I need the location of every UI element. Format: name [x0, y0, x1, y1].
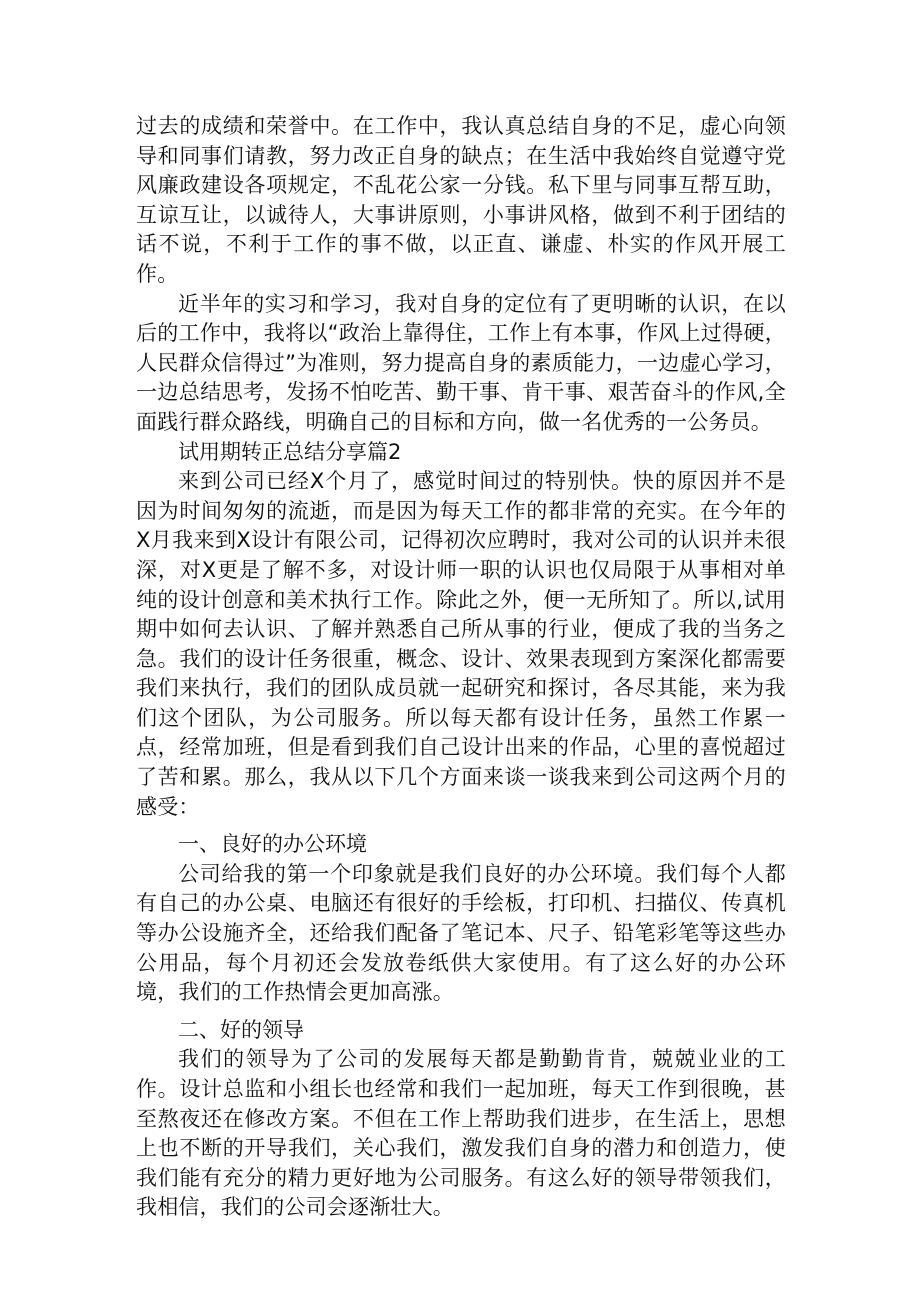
body-paragraph: 近半年的实习和学习，我对自身的定位有了更明晰的认识，在以后的工作中，我将以“政治上靠得住，工作上有本事，作风上过得硬，人民群众信得过”为准则，努力提高自身的素质能力，一边虚心学习，一边总结思考，发扬不怕吃苦、勤干事、肯干事、艰苦奋斗的作风,全面践行群众路线，明确自己的目标和方向，做一名优秀的一公务员。	[136, 291, 786, 434]
section-heading: 一、良好的办公环境	[178, 832, 367, 857]
body-paragraph: 过去的成绩和荣誉中。在工作中，我认真总结自身的不足，虚心向领导和同事们请教，努力改正自身的缺点；在生活中我始终自觉遵守党风廉政建设各项规定，不乱花公家一分钱。私下里与同事互帮互助，互谅互让，以诚待人，大事讲原则，小事讲风格，做到不利于团结的话不说，不利于工作的事不做，以正直、谦虚、朴实的作风开展工作。	[136, 114, 786, 286]
section-heading: 二、好的领导	[178, 1017, 304, 1042]
body-paragraph: 我们的领导为了公司的发展每天都是勤勤肯肯，兢兢业业的工作。设计总监和小组长也经常和我们一起加班，每天工作到很晚，甚至熬夜还在修改方案。不但在工作上帮助我们进步，在生活上，思想上也不断的开导我们，关心我们，激发我们自身的潜力和创造力，使我们能有充分的精力更好地为公司服务。有这么好的领导带领我们，我相信，我们的公司会逐渐壮大。	[136, 1047, 786, 1220]
spacer	[136, 1008, 786, 1016]
document-body	[136, 112, 786, 1223]
spacer	[136, 822, 786, 830]
body-paragraph: 公司给我的第一个印象就是我们良好的办公环境。我们每个人都有自己的办公桌、电脑还有很好的手绘板，打印机、扫描仪、传真机等办公设施齐全，还给我们配备了笔记本、尺子、铅笔彩笔等这些办公用品，每个月初还会发放卷纸供大家使用。有了这么好的办公环境，我们的工作热情会更加高涨。	[136, 861, 786, 1005]
body-paragraph: 来到公司已经X个月了，感觉时间过的特别快。快的原因并不是因为时间匆匆的流逝，而是因为每天工作的都非常的充实。在今年的X月我来到X设计有限公司，记得初次应聘时，我对公司的认识并未很深，对X更是了解不多，对设计师一职的认识也仅局限于从事相对单纯的设计创意和美术执行工作。除此之外，便一无所知了。所以,试用期中如何去认识、了解并熟悉自己所从事的行业，便成了我的当务之急。我们的设计任务很重，概念、设计、效果表现到方案深化都需要我们来执行，我们的团队成员就一起研究和探讨，各尽其能，来为我们这个团队，为公司服务。所以每天都有设计任务，虽然工作累一点，经常加班，但是看到我们自己设计出来的作品，心里的喜悦超过了苦和累。那么，我从以下几个方面来谈一谈我来到公司这两个月的感受：	[136, 469, 786, 819]
section-title: 试用期转正总结分享篇2	[178, 439, 402, 464]
